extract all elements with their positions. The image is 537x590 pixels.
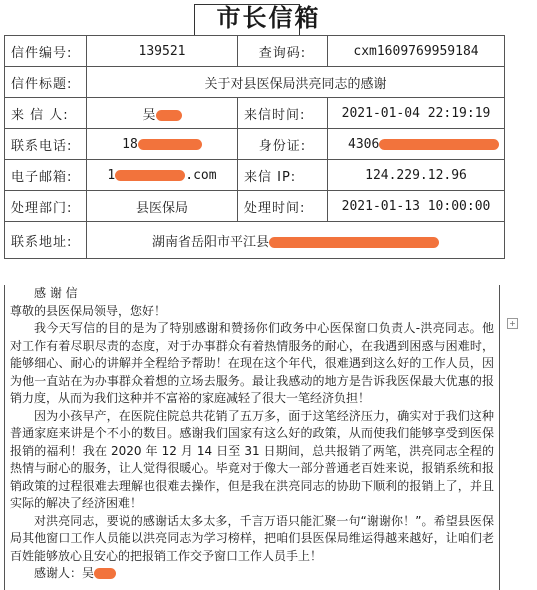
page-title: 市长信箱 bbox=[216, 4, 321, 32]
letter-signoff-row bbox=[10, 565, 494, 583]
sent-time-value: 2021-01-04 22:19:19 bbox=[328, 98, 505, 129]
dept-value: 县医保局 bbox=[87, 191, 238, 222]
table-row bbox=[5, 98, 505, 129]
table-row bbox=[5, 67, 505, 98]
sender-label: 来 信 人: bbox=[5, 98, 87, 129]
redaction-mark bbox=[115, 170, 185, 181]
handle-time-value: 2021-01-13 10:00:00 bbox=[328, 191, 505, 222]
email-prefix: 1 bbox=[107, 167, 116, 183]
table-row bbox=[5, 191, 505, 222]
subject-label: 信件标题: bbox=[5, 67, 87, 98]
table-row bbox=[5, 36, 505, 67]
letter-paragraph: 对洪亮同志，要说的感谢话太多太多，千言万语只能汇聚一句“谢谢你！”。希望县医保局其他窗口工作人员能以洪亮同志为学习榜样，把咱们县医保局维运得越来越好，让咱们老百姓能够放心且安心的把报销工作交予窗口工作人员手上！ bbox=[10, 513, 494, 563]
subject-value: 关于对县医保局洪亮同志的感谢 bbox=[87, 67, 505, 98]
table-row bbox=[5, 160, 505, 191]
email-cell bbox=[87, 160, 238, 191]
address-cell bbox=[87, 222, 505, 259]
letter-info-table bbox=[4, 35, 505, 259]
redaction-mark bbox=[94, 568, 116, 579]
email-suffix: .com bbox=[185, 167, 217, 183]
sent-time-label: 来信时间: bbox=[238, 98, 328, 129]
letter-no-value: 139521 bbox=[87, 36, 238, 67]
sender-cell bbox=[87, 98, 238, 129]
query-code-label: 查询码: bbox=[238, 36, 328, 67]
id-label: 身份证: bbox=[238, 129, 328, 160]
address-value: 湖南省岳阳市平江县 bbox=[151, 234, 269, 250]
redaction-mark bbox=[156, 110, 182, 121]
table-row bbox=[5, 222, 505, 259]
handle-time-label: 处理时间: bbox=[238, 191, 328, 222]
letter-no-label: 信件编号: bbox=[5, 36, 87, 67]
expand-icon[interactable]: + bbox=[507, 318, 518, 329]
redaction-mark bbox=[138, 139, 202, 150]
address-label: 联系地址: bbox=[5, 222, 87, 259]
ip-label: 来信 IP: bbox=[238, 160, 328, 191]
ip-value: 124.229.12.96 bbox=[328, 160, 505, 191]
email-label: 电子邮箱: bbox=[5, 160, 87, 191]
id-cell bbox=[328, 129, 505, 160]
id-value: 4306 bbox=[348, 136, 380, 152]
dept-label: 处理部门: bbox=[5, 191, 87, 222]
letter-paragraph: 我今天写信的目的是为了特别感谢和赞扬你们政务中心医保窗口负责人-洪亮同志。他对工作有着尽职尽责的态度，对于办事群众有着热情服务的耐心，在我遇到困惑与困难时，能够细心、耐心的讲解并全程给予帮助！在现在这个年代，很难遇到这么好的工作人员，因为他一直站在为办事群众着想的立场去服务。最让我感动的地方是告诉我医保最大优惠的报销力度，从而为我们这种并不富裕的家庭减轻了很大一笔经济负担！ bbox=[10, 321, 494, 405]
redaction-mark bbox=[269, 237, 439, 248]
phone-cell bbox=[87, 129, 238, 160]
letter-greeting: 尊敬的县医保局领导，您好！ bbox=[10, 303, 167, 318]
letter-paragraph: 因为小孩早产，在医院住院总共花销了五万多，面于这笔经济压力，确实对于我们这种普通家庭来讲是个不小的数目。感谢我们国家有这么好的政策，从而使我们能够享受到医保报销的福利！我在 2020 年 12 月 14 日至 31 日期间，总共报销了两笔，洪亮同志全程的热情与耐心的服务，让人觉得很暖心。毕竟对于像大一部分普通老百姓来说，报销系统和报销政策的过程很难去理解也很难去操作，但是我在洪亮同志的协助下顺利的报销上了，并且实际的解决了经济困难！ bbox=[10, 408, 494, 510]
redaction-mark bbox=[379, 139, 499, 150]
phone-label: 联系电话: bbox=[5, 129, 87, 160]
letter-signoff: 感谢人：吴 bbox=[34, 566, 95, 580]
sender-value: 吴 bbox=[142, 107, 156, 123]
letter-body bbox=[4, 285, 500, 590]
table-row bbox=[5, 129, 505, 160]
phone-value: 18 bbox=[122, 136, 138, 152]
letter-heading: 感 谢 信 bbox=[34, 286, 78, 300]
query-code-value: cxm1609769959184 bbox=[328, 36, 505, 67]
